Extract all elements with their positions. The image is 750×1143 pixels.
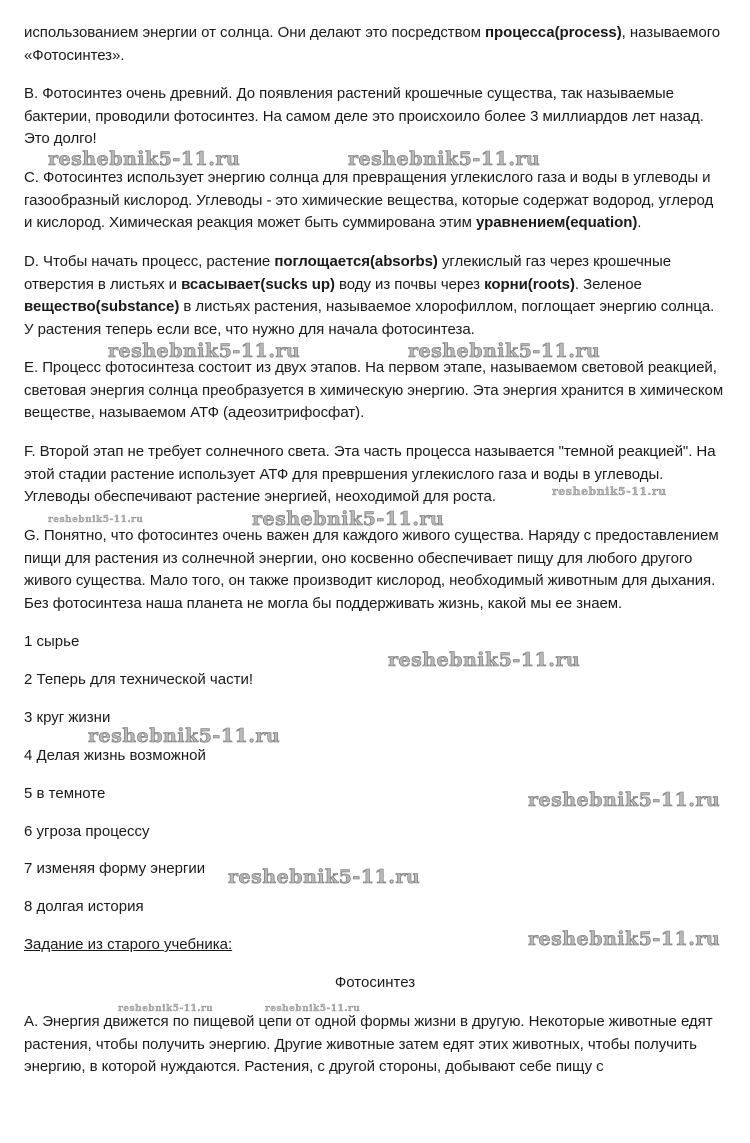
section-title: Фотосинтез (334, 974, 416, 991)
vocab-roots: корни(roots) (484, 275, 575, 293)
watermark: reshebnik5-11.ru (408, 340, 601, 362)
paragraph-d-text-4: . Зеленое (574, 275, 642, 293)
vocab-substance: вещество(substance) (24, 298, 180, 315)
watermark: reshebnik5-11.ru (228, 866, 421, 888)
vocab-sucks-up: всасывает(sucks up) (181, 275, 335, 293)
paragraph-b: B. Фотосинтез очень древний. До появления растений крошечные существа, так называемые бактерии, проводили фотосинтез. На самом деле это происхоило более 3 миллиардов лет назад. Это долго! (24, 85, 704, 147)
watermark: reshebnik5-11.ru (552, 485, 667, 498)
paragraph-d (24, 251, 724, 341)
watermark: reshebnik5-11.ru (265, 1004, 361, 1014)
paragraph-d-text-1: D. Чтобы начать процесс, растение (24, 253, 275, 270)
paragraph-c-text: С. Фотосинтез использует энергию солнца для превращения углекислого газа и воды в углеводы и газообразный кислород. Углеводы - это химические вещества, которые содержат водород, углерод и кислород. Химическая реакция может быть суммирована этим (24, 169, 714, 231)
watermark: reshebnik5-11.ru (88, 725, 281, 747)
paragraph-intro-text: использованием энергии от солнца. Они делают это посредством (24, 24, 486, 41)
old-task-heading: Задание из старого учебника: (24, 936, 233, 953)
watermark: reshebnik5-11.ru (48, 515, 144, 525)
watermark: reshebnik5-11.ru (48, 148, 241, 170)
vocab-absorbs: поглощается(absorbs) (274, 253, 438, 270)
heading-option-6: 6 угроза процессу (24, 823, 150, 840)
paragraph-d-text-5: в листьях растения, называемое хлорофиллом, поглощает энергию солнца. У растения теперь если все, что нужно для начала фотосинтеза. (24, 298, 715, 338)
watermark: reshebnik5-11.ru (388, 649, 581, 671)
paragraph-d-text-2: углекислый газ через крошечные отверстия в листьях и (24, 253, 671, 293)
heading-option-4: 4 Делая жизнь возможной (24, 747, 206, 764)
heading-option-7: 7 изменяя форму энергии (24, 860, 206, 877)
paragraph-intro-text-end: , называемого «Фотосинтез». (24, 24, 721, 64)
watermark: reshebnik5-11.ru (528, 789, 721, 811)
paragraph-g: G. Понятно, что фотосинтез очень важен для каждого живого существа. Наряду с предоставлением пищи для растения из солнечной энергии, оно косвенно обеспечивает пищу для любого другого живого существа. Мало того, он также производит кислород, необходимый животным для дыхания. Без фотосинтеза наша планета не могла бы поддерживать жизнь, какой мы ее знаем. (24, 527, 719, 612)
heading-option-1: 1 сырье (24, 633, 80, 650)
paragraph-f: F. Второй этап не требует солнечного света. Эта часть процесса называется "темной реакцией". На этой стадии растение использует АТФ для превршения углекислого газа и воды в углеводы. Углеводы обеспечивают растение энергией, неоходимой для роста. (24, 443, 716, 505)
paragraph-c (24, 167, 724, 235)
paragraph-d-text-3: воду из почвы через (334, 275, 485, 293)
watermark: reshebnik5-11.ru (252, 508, 445, 530)
paragraph-intro (24, 22, 724, 67)
watermark: reshebnik5-11.ru (108, 340, 301, 362)
vocab-equation: уравнением(equation) (476, 214, 638, 231)
heading-option-8: 8 долгая история (24, 898, 144, 915)
watermark: reshebnik5-11.ru (528, 928, 721, 950)
heading-option-5: 5 в темноте (24, 785, 106, 802)
paragraph-old-a: А. Энергия движется по пищевой цепи от одной формы жизни в другую. Некоторые животные едят растения, чтобы получить энергию. Другие животные затем едят этих животных, чтобы получить энергию, в которой нуждаются. Растения, с другой стороны, добывают себе пищу с (24, 1013, 713, 1075)
heading-option-2: 2 Теперь для технической части! (24, 671, 253, 688)
vocab-process: процесса(process) (485, 24, 622, 41)
paragraph-c-text-end: . (637, 214, 642, 231)
watermark: reshebnik5-11.ru (348, 148, 541, 170)
heading-option-3: 3 круг жизни (24, 709, 111, 726)
watermark: reshebnik5-11.ru (118, 1004, 214, 1014)
paragraph-e: E. Процесс фотосинтеза состоит из двух этапов. На первом этапе, называемом световой реакцией, световая энергия солнца преобразуется в химическую энергию. Эта энергия хранится в химическом веществе, называемом АТФ (адеозитрифосфат). (24, 359, 724, 421)
